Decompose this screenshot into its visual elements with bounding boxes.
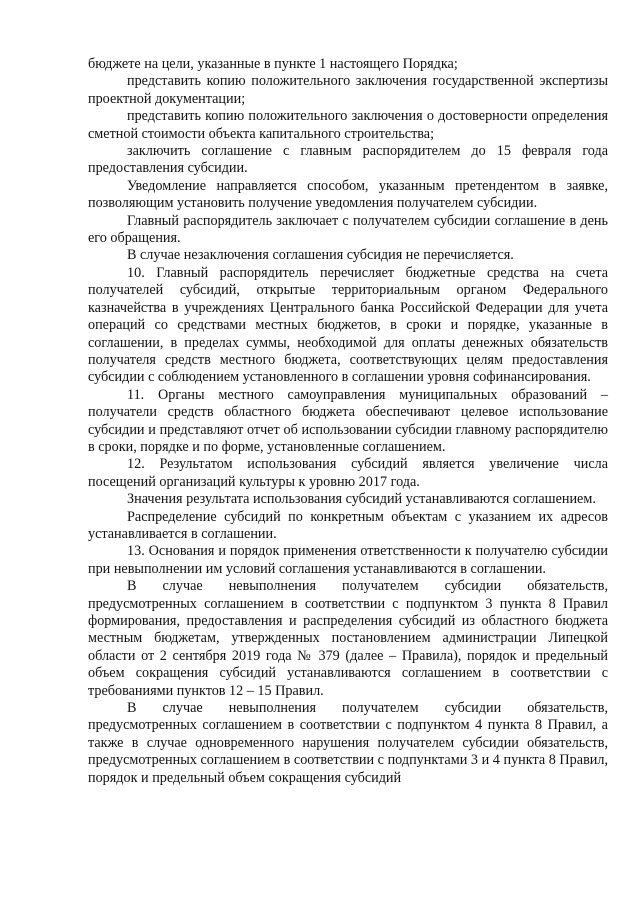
paragraph-agreement-day: Главный распорядитель заключает с получателем субсидии соглашение в день его обращения. [88, 212, 608, 247]
paragraph-no-agreement: В случае незаключения соглашения субсидия не перечисляется. [127, 247, 514, 264]
paragraph-item-10: 10. Главный распорядитель перечисляет бюджетные средства на счета получателей субсидий, открытые территориальным органом Федерального казначейства в учреждениях Центрального банка Российской Федерации для учета операций со средствами местных бюджетов, в сроки и порядке, указанные в соглашении, в пределах суммы, необходимой для оплаты денежных обязательств получателя средств местного бюджета, соответствующих целям предоставления субсидии с соблюдением установленного в соглашении уровня софинансирования. [88, 264, 608, 386]
paragraph-cost-estimate-copy: представить копию положительного заключения о достоверности определения сметной стоимости объекта капитального строительства; [88, 108, 608, 142]
paragraph-distribution: Распределение субсидий по конкретным объектам с указанием их адресов устанавливается в соглашении. [88, 508, 608, 542]
paragraph-item-13: 13. Основания и порядок применения ответственности к получателю субсидии при невыполнении им условий соглашения устанавливаются в соглашении. [88, 543, 608, 577]
paragraph-subclause-4: В случае невыполнения получателем субсидии обязательств, предусмотренных соглашением в соответствии с подпунктом 4 пункта 8 Правил, а также в случае одновременного нарушения получателем субсидии обязательств, предусмотренных соглашением в соответствии с подпунктами 3 и 4 пункта 8 Правил, порядок и предельный объем сокращения субсидий [88, 700, 608, 786]
paragraph-item-11: 11. Органы местного самоуправления муниципальных образований – получатели средств областного бюджета обеспечивают целевое использование субсидии и представляют отчет об использовании субсидии главному распорядителю в сроки, порядке и по форме, установленные соглашением. [88, 386, 608, 455]
paragraph-item-12: 12. Результатом использования субсидий является увеличение числа посещений организаций культуры к уровню 2017 года. [88, 456, 608, 490]
document-page [88, 56, 608, 787]
paragraph-conclude-agreement: заключить соглашение с главным распорядителем до 15 февраля года предоставления субсидии. [88, 143, 608, 177]
paragraph-notification-method: Уведомление направляется способом, указанным претендентом в заявке, позволяющим установить получение уведомления получателем субсидии. [88, 177, 608, 212]
paragraph-result-values: Значения результата использования субсидий устанавливаются соглашением. [127, 491, 596, 508]
paragraph-continuation: бюджете на цели, указанные в пункте 1 настоящего Порядка; [88, 56, 458, 72]
paragraph-subclause-3: В случае невыполнения получателем субсидии обязательств, предусмотренных соглашением в соответствии с подпунктом 3 пункта 8 Правил формирования, предоставления и распределения субсидий из областного бюджета местным бюджетам, утвержденных постановлением администрации Липецкой области от 2 сентября 2019 года № 379 (далее – Правила), порядок и предельный объем сокращения субсидий устанавливаются соглашением в соответствии с требованиями пунктов 12 – 15 Правил. [88, 578, 608, 699]
paragraph-expertise-copy: представить копию положительного заключения государственной экспертизы проектной документации; [88, 73, 608, 107]
